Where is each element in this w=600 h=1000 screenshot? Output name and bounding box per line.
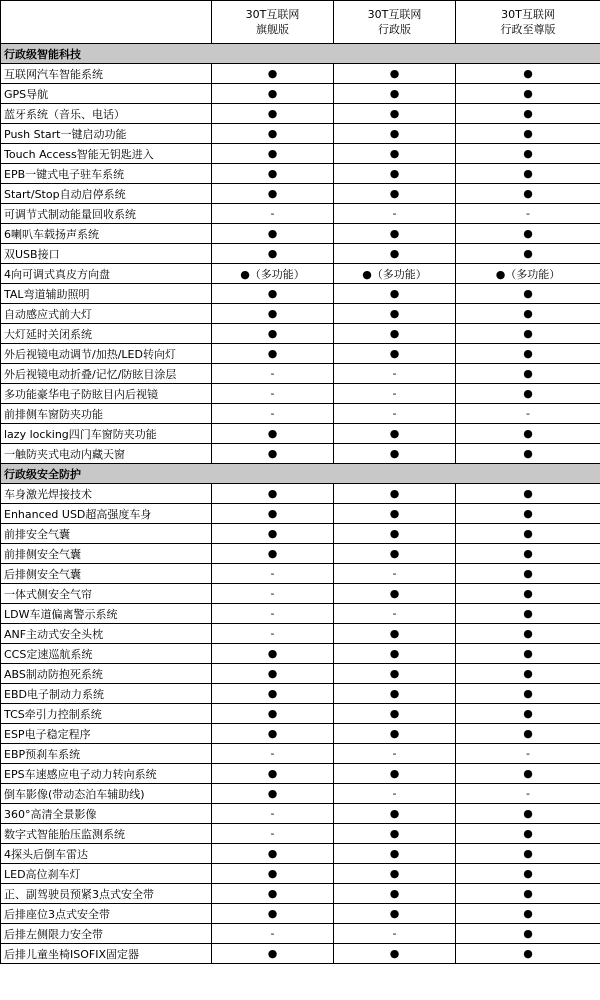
table-row [1, 564, 600, 584]
feature-availability: ● [212, 524, 334, 544]
feature-availability: ● [456, 64, 600, 84]
feature-availability: ● [212, 764, 334, 784]
feature-name: EPB一键式电子驻车系统 [1, 164, 212, 184]
feature-availability: ● [456, 884, 600, 904]
feature-availability: ● [212, 904, 334, 924]
feature-name: 后排左侧限力安全带 [1, 924, 212, 944]
feature-availability: ● [212, 784, 334, 804]
feature-availability: ● [212, 244, 334, 264]
feature-availability: ● [334, 644, 456, 664]
feature-availability: ● [456, 824, 600, 844]
feature-name: ESP电子稳定程序 [1, 724, 212, 744]
table-row [1, 424, 600, 444]
feature-name: 前排侧安全气囊 [1, 544, 212, 564]
feature-name: TCS牵引力控制系统 [1, 704, 212, 724]
feature-availability: ●（多功能） [334, 264, 456, 284]
feature-availability: - [212, 384, 334, 404]
feature-availability: ●（多功能） [212, 264, 334, 284]
feature-name: lazy locking四门车窗防夹功能 [1, 424, 212, 444]
table-row [1, 704, 600, 724]
feature-availability: ● [334, 284, 456, 304]
feature-name: 双USB接口 [1, 244, 212, 264]
feature-availability: ● [456, 244, 600, 264]
feature-availability: ● [334, 504, 456, 524]
feature-availability: ● [334, 864, 456, 884]
table-row [1, 784, 600, 804]
feature-availability: ● [456, 164, 600, 184]
table-row [1, 124, 600, 144]
feature-availability: - [212, 204, 334, 224]
feature-availability: ● [334, 184, 456, 204]
feature-availability: ● [334, 884, 456, 904]
feature-name: 自动感应式前大灯 [1, 304, 212, 324]
table-row [1, 644, 600, 664]
feature-availability: ● [334, 324, 456, 344]
feature-availability: ● [456, 144, 600, 164]
feature-availability: ● [334, 304, 456, 324]
feature-name: 前排安全气囊 [1, 524, 212, 544]
feature-availability: ● [456, 644, 600, 664]
table-row [1, 544, 600, 564]
table-row [1, 84, 600, 104]
feature-availability: ● [334, 244, 456, 264]
feature-availability: ● [212, 84, 334, 104]
feature-availability: ● [212, 504, 334, 524]
feature-availability: ● [334, 484, 456, 504]
feature-name: 互联网汽车智能系统 [1, 64, 212, 84]
feature-name: CCS定速巡航系统 [1, 644, 212, 664]
feature-name: 倒车影像(带动态泊车辅助线) [1, 784, 212, 804]
feature-name: 蓝牙系统（音乐、电话） [1, 104, 212, 124]
feature-availability: - [334, 784, 456, 804]
feature-availability: - [212, 624, 334, 644]
feature-availability: ● [334, 684, 456, 704]
feature-availability: ● [334, 544, 456, 564]
feature-availability: ● [456, 564, 600, 584]
feature-name: TAL弯道辅助照明 [1, 284, 212, 304]
model-header [212, 1, 334, 44]
table-row [1, 504, 600, 524]
table-row [1, 324, 600, 344]
feature-availability: ● [334, 424, 456, 444]
feature-availability: ● [456, 84, 600, 104]
feature-availability: ● [456, 904, 600, 924]
feature-availability: ● [456, 604, 600, 624]
feature-availability: ● [334, 704, 456, 724]
feature-name: 4探头后倒车雷达 [1, 844, 212, 864]
model-name: 30T互联网 [367, 8, 422, 21]
table-row [1, 64, 600, 84]
feature-name: 外后视镜电动调节/加热/LED转向灯 [1, 344, 212, 364]
table-row [1, 444, 600, 464]
feature-availability: ● [212, 284, 334, 304]
feature-availability: - [212, 824, 334, 844]
feature-availability: ● [334, 824, 456, 844]
table-row [1, 384, 600, 404]
feature-availability: ● [334, 344, 456, 364]
table-row [1, 304, 600, 324]
header-row [1, 1, 600, 44]
feature-availability: ● [212, 484, 334, 504]
feature-availability: - [456, 744, 600, 764]
feature-name: ABS制动防抱死系统 [1, 664, 212, 684]
table-row [1, 924, 600, 944]
feature-availability: ● [334, 584, 456, 604]
model-trim: 行政至尊版 [500, 23, 556, 36]
table-row [1, 144, 600, 164]
feature-name: GPS导航 [1, 84, 212, 104]
table-row [1, 404, 600, 424]
feature-availability: ● [212, 844, 334, 864]
feature-name: EBD电子制动力系统 [1, 684, 212, 704]
table-row [1, 684, 600, 704]
table-row [1, 284, 600, 304]
feature-availability: ● [212, 144, 334, 164]
feature-name: LDW车道偏离警示系统 [1, 604, 212, 624]
feature-availability: ● [334, 804, 456, 824]
feature-name: 车身激光焊接技术 [1, 484, 212, 504]
feature-availability: - [334, 384, 456, 404]
section-header-row [1, 44, 600, 64]
feature-name: 后排儿童坐椅ISOFIX固定器 [1, 944, 212, 964]
section-title: 行政级智能科技 [1, 44, 600, 64]
table-row [1, 244, 600, 264]
feature-availability: ● [456, 624, 600, 644]
model-header [334, 1, 456, 44]
table-row [1, 364, 600, 384]
feature-availability: ● [334, 844, 456, 864]
feature-name: 4向可调式真皮方向盘 [1, 264, 212, 284]
table-row [1, 744, 600, 764]
feature-availability: ● [456, 584, 600, 604]
feature-availability: ● [212, 944, 334, 964]
feature-name: 外后视镜电动折叠/记忆/防眩目涂层 [1, 364, 212, 384]
feature-availability: ● [212, 344, 334, 364]
feature-availability: - [456, 404, 600, 424]
feature-availability: ● [456, 184, 600, 204]
table-row [1, 624, 600, 644]
feature-availability: ● [212, 104, 334, 124]
feature-name: 大灯延时关闭系统 [1, 324, 212, 344]
feature-availability: ● [456, 344, 600, 364]
feature-availability: ● [212, 224, 334, 244]
feature-name: 一体式侧安全气帘 [1, 584, 212, 604]
feature-availability: ● [212, 884, 334, 904]
feature-availability: ● [334, 124, 456, 144]
table-row [1, 344, 600, 364]
feature-availability: ● [334, 944, 456, 964]
feature-availability: ● [334, 664, 456, 684]
table-row [1, 804, 600, 824]
feature-availability: ● [334, 224, 456, 244]
feature-availability: - [456, 204, 600, 224]
feature-availability: ● [456, 684, 600, 704]
header-corner [1, 1, 212, 44]
table-row [1, 204, 600, 224]
feature-availability: ● [456, 504, 600, 524]
feature-name: 后排座位3点式安全带 [1, 904, 212, 924]
table-row [1, 224, 600, 244]
feature-availability: ● [456, 304, 600, 324]
feature-availability: ● [334, 164, 456, 184]
feature-availability: ● [212, 304, 334, 324]
feature-availability: - [334, 564, 456, 584]
feature-name: Enhanced USD超高强度车身 [1, 504, 212, 524]
feature-availability: ● [334, 444, 456, 464]
table-row [1, 844, 600, 864]
feature-availability: ● [334, 724, 456, 744]
feature-name: 一触防夹式电动内藏天窗 [1, 444, 212, 464]
feature-availability: ● [456, 484, 600, 504]
model-trim: 旗舰版 [256, 23, 289, 36]
feature-availability: - [456, 784, 600, 804]
table-row [1, 484, 600, 504]
feature-availability: ● [456, 804, 600, 824]
feature-availability: ● [456, 664, 600, 684]
feature-availability: ● [212, 544, 334, 564]
feature-availability: ● [456, 524, 600, 544]
feature-availability: ● [334, 84, 456, 104]
feature-availability: - [212, 924, 334, 944]
section-title: 行政级安全防护 [1, 464, 600, 484]
feature-availability: - [334, 924, 456, 944]
feature-availability: ● [456, 764, 600, 784]
feature-availability: - [212, 744, 334, 764]
feature-availability: - [212, 604, 334, 624]
feature-availability: ● [334, 524, 456, 544]
table-row [1, 164, 600, 184]
feature-availability: ● [212, 644, 334, 664]
feature-availability: ● [334, 624, 456, 644]
feature-name: ANF主动式安全头枕 [1, 624, 212, 644]
feature-availability: ● [212, 164, 334, 184]
feature-availability: - [212, 564, 334, 584]
feature-availability: ● [212, 664, 334, 684]
feature-availability: ● [334, 144, 456, 164]
feature-availability: ● [456, 704, 600, 724]
section-header-row [1, 464, 600, 484]
table-row [1, 724, 600, 744]
table-row [1, 764, 600, 784]
table-row [1, 524, 600, 544]
feature-name: EPS车速感应电子动力转向系统 [1, 764, 212, 784]
table-row [1, 884, 600, 904]
feature-name: Touch Access智能无钥匙进入 [1, 144, 212, 164]
feature-availability: ● [456, 724, 600, 744]
feature-availability: ● [212, 704, 334, 724]
feature-name: 正、副驾驶员预紧3点式安全带 [1, 884, 212, 904]
feature-availability: ● [456, 284, 600, 304]
feature-availability: ● [212, 184, 334, 204]
feature-availability: ● [334, 764, 456, 784]
model-name: 30T互联网 [245, 8, 300, 21]
table-row [1, 824, 600, 844]
feature-name: Start/Stop自动启停系统 [1, 184, 212, 204]
feature-availability: ●（多功能） [456, 264, 600, 284]
feature-name: 后排侧安全气囊 [1, 564, 212, 584]
feature-availability: ● [212, 424, 334, 444]
feature-availability: ● [212, 124, 334, 144]
feature-availability: ● [456, 104, 600, 124]
table-row [1, 264, 600, 284]
feature-availability: - [334, 364, 456, 384]
feature-name: 360°高清全景影像 [1, 804, 212, 824]
feature-availability: ● [456, 944, 600, 964]
feature-name: 6喇叭车载扬声系统 [1, 224, 212, 244]
table-row [1, 584, 600, 604]
feature-availability: ● [456, 444, 600, 464]
feature-availability: ● [456, 224, 600, 244]
table-row [1, 904, 600, 924]
table-row [1, 944, 600, 964]
feature-availability: - [334, 744, 456, 764]
feature-availability: ● [456, 544, 600, 564]
feature-availability: ● [212, 64, 334, 84]
feature-availability: ● [334, 104, 456, 124]
feature-name: LED高位刹车灯 [1, 864, 212, 884]
table-row [1, 664, 600, 684]
feature-availability: - [212, 364, 334, 384]
feature-availability: ● [456, 844, 600, 864]
feature-availability: ● [456, 924, 600, 944]
feature-availability: ● [456, 124, 600, 144]
table-row [1, 604, 600, 624]
feature-name: 可调节式制动能量回收系统 [1, 204, 212, 224]
feature-availability: ● [212, 684, 334, 704]
table-row [1, 184, 600, 204]
feature-availability: ● [456, 424, 600, 444]
table-row [1, 104, 600, 124]
feature-availability: ● [456, 364, 600, 384]
model-trim: 行政版 [378, 23, 411, 36]
feature-availability: ● [212, 864, 334, 884]
model-name: 30T互联网 [501, 8, 555, 21]
feature-availability: - [212, 584, 334, 604]
feature-availability: - [334, 404, 456, 424]
feature-availability: ● [212, 724, 334, 744]
table-row [1, 864, 600, 884]
feature-availability: - [334, 604, 456, 624]
feature-name: 前排侧车窗防夹功能 [1, 404, 212, 424]
feature-availability: ● [334, 64, 456, 84]
feature-name: Push Start一键启动功能 [1, 124, 212, 144]
feature-name: 数字式智能胎压监测系统 [1, 824, 212, 844]
feature-availability: - [212, 404, 334, 424]
feature-availability: ● [334, 904, 456, 924]
model-header [456, 1, 600, 44]
feature-availability: ● [456, 324, 600, 344]
feature-availability: - [212, 804, 334, 824]
feature-availability: ● [212, 444, 334, 464]
feature-name: 多功能豪华电子防眩目内后视镜 [1, 384, 212, 404]
feature-availability: ● [456, 864, 600, 884]
feature-availability: - [334, 204, 456, 224]
feature-availability: ● [212, 324, 334, 344]
feature-name: EBP预刹车系统 [1, 744, 212, 764]
feature-availability: ● [456, 384, 600, 404]
